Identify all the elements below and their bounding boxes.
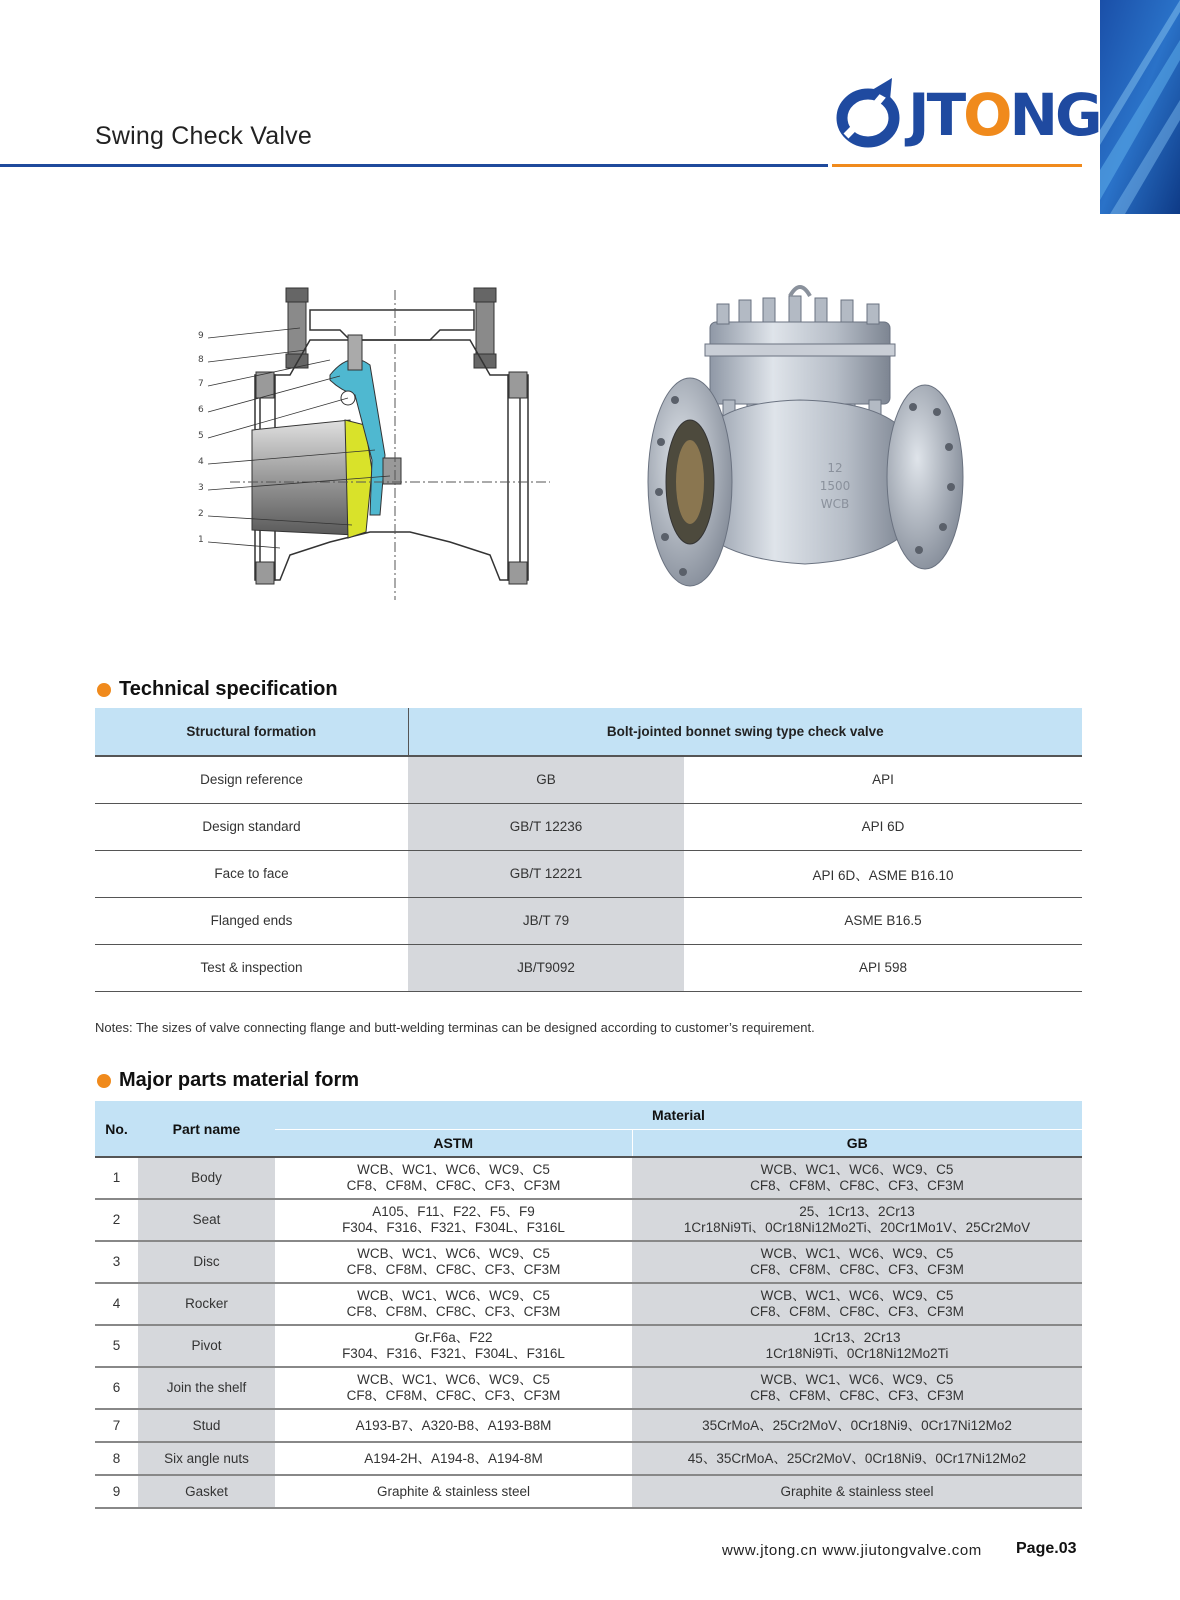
gb-material-line: CF8、CF8M、CF8C、CF3、CF3M <box>750 1388 964 1403</box>
header-astm: ASTM <box>275 1129 632 1157</box>
gb-material-line: CF8、CF8M、CF8C、CF3、CF3M <box>750 1262 964 1277</box>
gb-material-line: 1Cr13、2Cr13 <box>813 1330 901 1345</box>
gb-material-line: 1Cr18Ni9Ti、0Cr18Ni12Mo2Ti、20Cr1Mo1V、25Cr2MoV <box>683 1220 1031 1235</box>
spec-header-type: Bolt-jointed bonnet swing type check valve <box>408 708 1082 756</box>
part-number: 1 <box>95 1157 138 1199</box>
header-rule <box>0 164 828 167</box>
gb-material-line: 45、35CrMoA、25Cr2MoV、0Cr18Ni9、0Cr17Ni12Mo2 <box>687 1450 1027 1466</box>
footer-websites: www.jtong.cn www.jiutongvalve.com <box>722 1542 982 1559</box>
astm-material-cell <box>275 1475 632 1508</box>
callout-7: 7 <box>198 379 204 389</box>
astm-material-line: F304、F316、F321、F304L、F316L <box>342 1220 565 1235</box>
spec-gb-value: JB/T 79 <box>408 897 684 944</box>
gb-material-cell <box>632 1475 1082 1508</box>
gb-material-line: 1Cr18Ni9Ti、0Cr18Ni12Mo2Ti <box>765 1346 949 1361</box>
photo-marking-class: 1500 <box>819 479 851 493</box>
gb-material-cell <box>632 1283 1082 1325</box>
table-row <box>95 803 1082 850</box>
astm-material-cell <box>275 1199 632 1241</box>
spec-label: Face to face <box>95 850 408 897</box>
table-row <box>95 1367 1082 1409</box>
part-number: 7 <box>95 1409 138 1442</box>
bullet-dot-icon <box>97 683 111 697</box>
astm-material-line: A105、F11、F22、F5、F9 <box>372 1204 535 1219</box>
callout-2: 2 <box>198 509 204 519</box>
astm-material-line: A193-B7、A320-B8、A193-B8M <box>355 1417 552 1433</box>
header-no: No. <box>95 1101 138 1157</box>
callout-4: 4 <box>198 457 204 467</box>
part-number: 4 <box>95 1283 138 1325</box>
spec-api-value: API 6D、ASME B16.10 <box>684 850 1082 897</box>
gb-material-line: WCB、WC1、WC6、WC9、C5 <box>760 1246 954 1261</box>
callout-3: 3 <box>198 483 204 493</box>
part-name: Stud <box>138 1409 275 1442</box>
astm-material-cell <box>275 1442 632 1475</box>
logo-swirl-icon <box>842 78 894 142</box>
gb-material-line: WCB、WC1、WC6、WC9、C5 <box>760 1162 954 1177</box>
brand-accent-letter: O <box>963 81 1010 149</box>
part-number: 9 <box>95 1475 138 1508</box>
spec-header-structure: Structural formation <box>95 708 408 756</box>
part-name: Six angle nuts <box>138 1442 275 1475</box>
table-row <box>95 1283 1082 1325</box>
part-name: Gasket <box>138 1475 275 1508</box>
table-row <box>95 1409 1082 1442</box>
corner-decoration <box>1100 0 1180 214</box>
gb-material-cell <box>632 1157 1082 1199</box>
gb-material-line: WCB、WC1、WC6、WC9、C5 <box>760 1372 954 1387</box>
astm-material-cell <box>275 1283 632 1325</box>
astm-material-line: CF8、CF8M、CF8C、CF3、CF3M <box>346 1304 561 1319</box>
table-row <box>95 850 1082 897</box>
callout-1: 1 <box>198 535 204 545</box>
notes-text: Notes: The sizes of valve connecting flange and butt-welding terminas can be designed according to customer’s requirement. <box>95 1020 815 1035</box>
part-number: 8 <box>95 1442 138 1475</box>
gb-material-line: 25、1Cr13、2Cr13 <box>799 1204 915 1219</box>
brand-name: JTONG <box>908 81 1100 149</box>
callout-8: 8 <box>198 355 204 365</box>
astm-material-line: CF8、CF8M、CF8C、CF3、CF3M <box>346 1388 561 1403</box>
spec-api-value: API 598 <box>684 944 1082 991</box>
spec-api-value: API 6D <box>684 803 1082 850</box>
table-row <box>95 1199 1082 1241</box>
part-number: 6 <box>95 1367 138 1409</box>
spec-label: Test & inspection <box>95 944 408 991</box>
callout-5: 5 <box>198 431 204 441</box>
astm-material-line: WCB、WC1、WC6、WC9、C5 <box>357 1288 550 1303</box>
table-row <box>95 756 1082 803</box>
spec-label: Design standard <box>95 803 408 850</box>
photo-marking-size: 12 <box>827 461 843 475</box>
astm-material-line: WCB、WC1、WC6、WC9、C5 <box>357 1246 550 1261</box>
header-material: Material <box>275 1101 1082 1129</box>
gb-material-cell <box>632 1367 1082 1409</box>
part-name: Pivot <box>138 1325 275 1367</box>
bullet-dot-icon <box>97 1074 111 1088</box>
gb-material-line: Graphite & stainless steel <box>780 1483 934 1499</box>
part-name: Join the shelf <box>138 1367 275 1409</box>
table-row <box>95 1442 1082 1475</box>
table-row <box>95 897 1082 944</box>
callout-9: 9 <box>198 331 204 341</box>
gb-material-cell <box>632 1199 1082 1241</box>
part-number: 2 <box>95 1199 138 1241</box>
astm-material-line: WCB、WC1、WC6、WC9、C5 <box>357 1372 550 1387</box>
table-row <box>95 1157 1082 1199</box>
gb-material-cell <box>632 1325 1082 1367</box>
part-number: 3 <box>95 1241 138 1283</box>
astm-material-cell <box>275 1367 632 1409</box>
spec-gb-value: JB/T9092 <box>408 944 684 991</box>
gb-material-line: 35CrMoA、25Cr2MoV、0Cr18Ni9、0Cr17Ni12Mo2 <box>702 1417 1012 1433</box>
part-name: Disc <box>138 1241 275 1283</box>
astm-material-line: Graphite & stainless steel <box>376 1483 531 1499</box>
photo-marking-material: WCB <box>820 497 850 511</box>
tech-spec-title: Technical specification <box>119 678 338 700</box>
spec-label: Flanged ends <box>95 897 408 944</box>
materials-table <box>95 1101 1082 1509</box>
gb-material-cell <box>632 1442 1082 1475</box>
spec-label: Design reference <box>95 756 408 803</box>
spec-gb-value: GB/T 12221 <box>408 850 684 897</box>
valve-product-photo <box>645 282 985 602</box>
astm-material-cell <box>275 1325 632 1367</box>
astm-material-cell <box>275 1157 632 1199</box>
materials-title: Major parts material form <box>119 1069 360 1091</box>
astm-material-line: A194-2H、A194-8、A194-8M <box>364 1450 543 1466</box>
astm-material-line: CF8、CF8M、CF8C、CF3、CF3M <box>346 1178 561 1193</box>
table-row <box>95 944 1082 991</box>
materials-heading <box>97 1069 359 1092</box>
astm-material-cell <box>275 1409 632 1442</box>
gb-material-cell <box>632 1409 1082 1442</box>
spec-gb-value: GB <box>408 756 684 803</box>
astm-material-line: WCB、WC1、WC6、WC9、C5 <box>357 1162 550 1177</box>
table-row <box>95 1475 1082 1508</box>
astm-material-line: F304、F316、F321、F304L、F316L <box>342 1346 565 1361</box>
astm-material-cell <box>275 1241 632 1283</box>
astm-material-line: Gr.F6a、F22 <box>414 1330 493 1345</box>
table-row <box>95 1241 1082 1283</box>
astm-material-line: CF8、CF8M、CF8C、CF3、CF3M <box>346 1262 561 1277</box>
gb-material-line: CF8、CF8M、CF8C、CF3、CF3M <box>750 1304 964 1319</box>
page-title: Swing Check Valve <box>95 122 312 150</box>
tech-spec-table <box>95 708 1082 992</box>
part-name: Body <box>138 1157 275 1199</box>
table-row <box>95 1325 1082 1367</box>
header-part-name: Part name <box>138 1101 275 1157</box>
gb-material-cell <box>632 1241 1082 1283</box>
tech-spec-heading <box>97 678 338 701</box>
gb-material-line: WCB、WC1、WC6、WC9、C5 <box>760 1288 954 1303</box>
part-number: 5 <box>95 1325 138 1367</box>
spec-gb-value: GB/T 12236 <box>408 803 684 850</box>
header-gb: GB <box>632 1129 1082 1157</box>
part-name: Rocker <box>138 1283 275 1325</box>
spec-api-value: API <box>684 756 1082 803</box>
spec-api-value: ASME B16.5 <box>684 897 1082 944</box>
valve-cross-section-diagram <box>190 280 570 610</box>
gb-material-line: CF8、CF8M、CF8C、CF3、CF3M <box>750 1178 964 1193</box>
callout-6: 6 <box>198 405 204 415</box>
page-number: Page.03 <box>1016 1540 1077 1557</box>
part-name: Seat <box>138 1199 275 1241</box>
header-rule-accent <box>832 164 1082 167</box>
